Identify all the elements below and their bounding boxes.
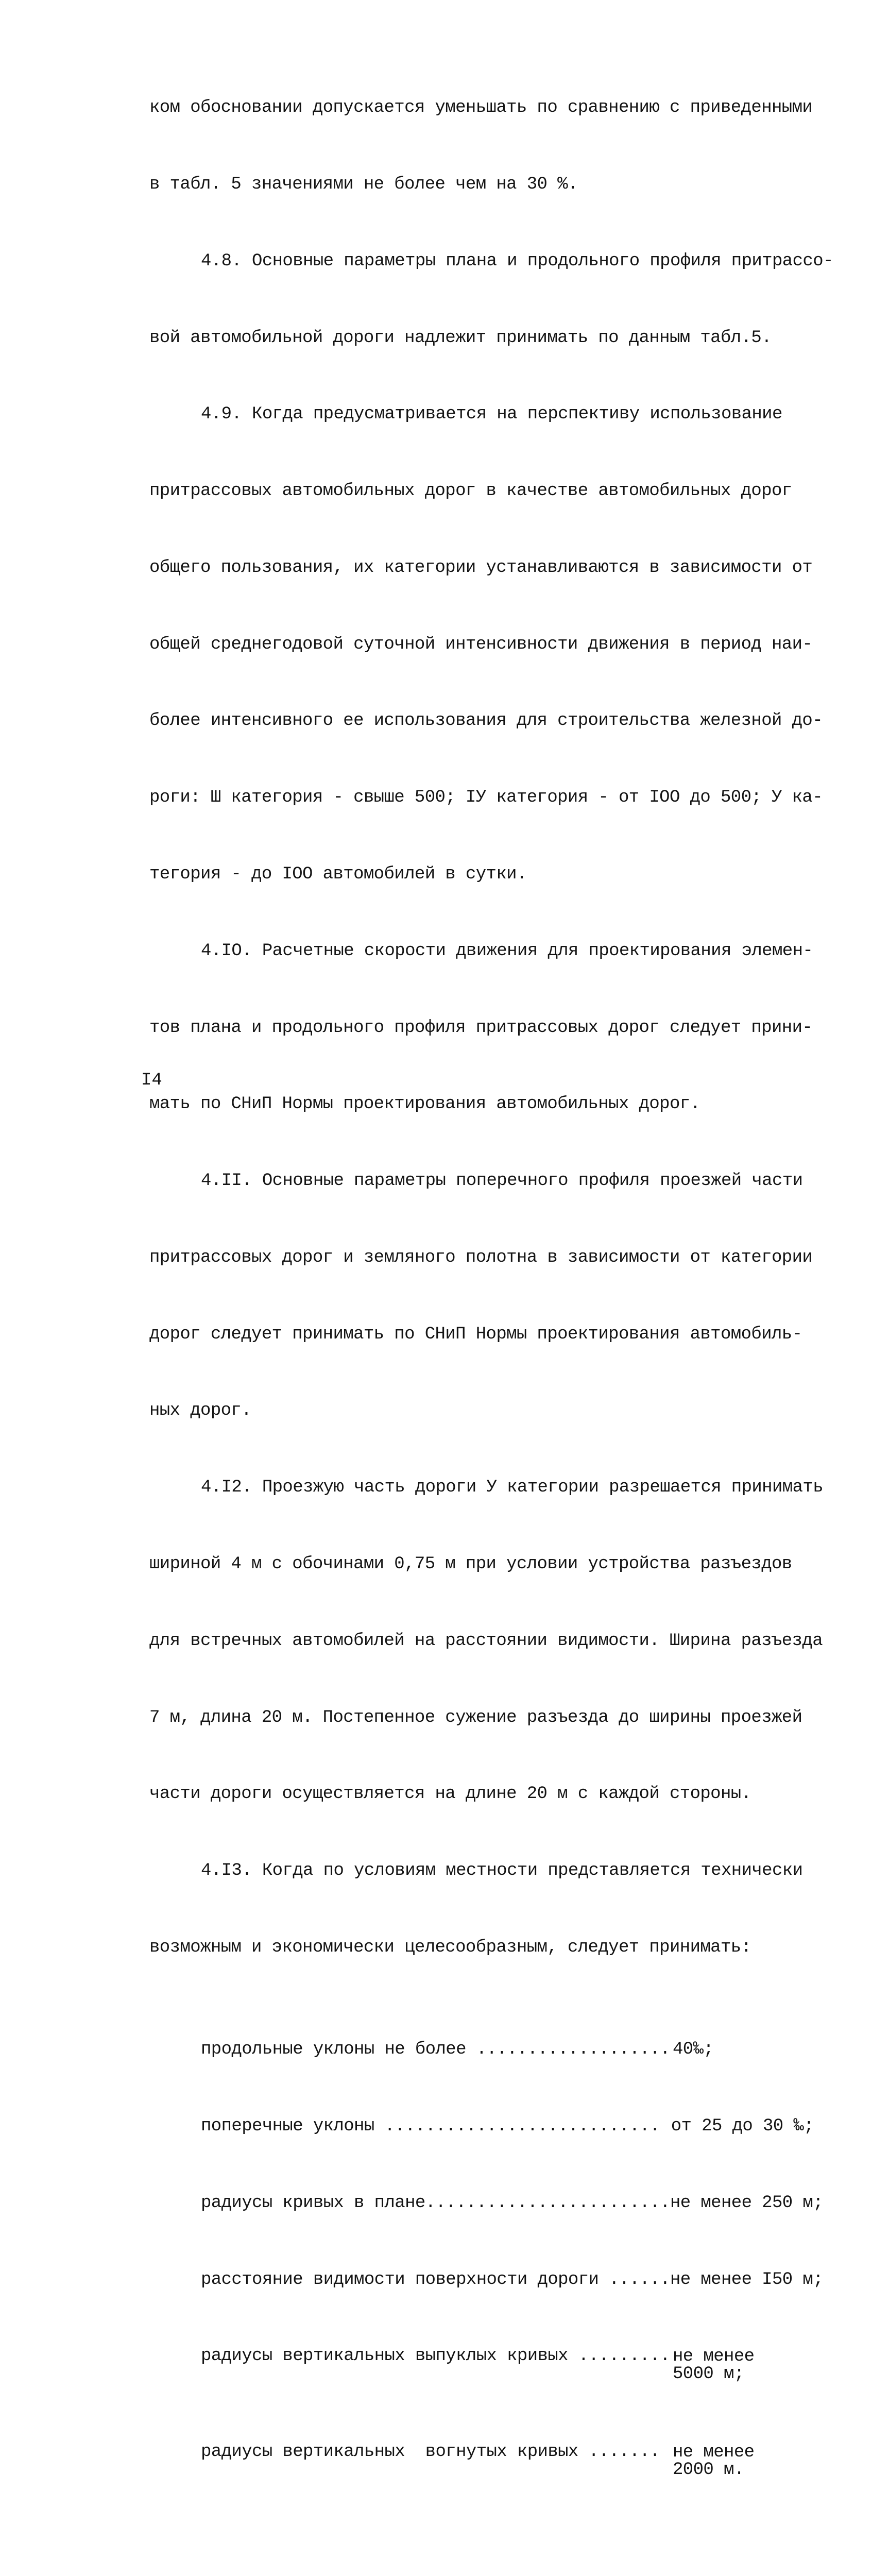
list-item-label: радиусы вертикальных выпуклых кривых ......... (201, 2346, 670, 2366)
text-line: роги: Ш категория - свыше 500; IУ категория - от IОО до 500; У ка- (149, 788, 823, 808)
list-item-value-line: 2000 м. (673, 2460, 744, 2480)
text-line: возможным и экономически целесообразным, следует принимать: (149, 1937, 751, 1957)
text-line: тегория - до IОО автомобилей в сутки. (149, 865, 527, 884)
list-item-value: не менее I50 м; (670, 2269, 824, 2290)
text-line: части дороги осуществляется на длине 20 м с каждой стороны. (149, 1784, 751, 1804)
list-item-label: радиусы вертикальных вогнутых кривых ....... (201, 2442, 660, 2462)
list-item (149, 2114, 814, 2140)
list-item-value: 40‰; (673, 2040, 714, 2060)
text-line: общей среднегодовой суточной интенсивности движения в период наи- (149, 634, 813, 654)
text-line: тов плана и продольного профиля притрассовых дорог следует прини- (149, 1018, 813, 1038)
list-item-value: от 25 до 30 ‰; (671, 2116, 814, 2137)
text-line: общего пользования, их категории устанавливаются в зависимости от (149, 557, 813, 578)
page-number: I4 (141, 1071, 162, 1090)
list-item (149, 2344, 814, 2388)
list-item (149, 2037, 814, 2063)
text-line: более интенсивного ее использования для строительства железной до- (149, 711, 823, 731)
text-line: мать по СНиП Нормы проектирования автомобильных дорог. (149, 1094, 700, 1114)
spacer (149, 2560, 814, 2567)
list-item-value-line: 5000 м; (673, 2364, 744, 2384)
text-line: в табл. 5 значениями не более чем на 30 %. (149, 174, 578, 194)
list-item-label: расстояние видимости поверхности дороги ...... (201, 2269, 670, 2290)
list-item-value (673, 2344, 754, 2388)
list-item-value-line: не менее (673, 2347, 755, 2367)
document-body (149, 44, 833, 2576)
list-item-label: радиусы кривых в плане........................ (201, 2193, 670, 2213)
paragraph-4-13-start: 4.I3. Когда по условиям местности представляется технически (201, 1861, 803, 1881)
list-item (149, 2191, 824, 2216)
text-line: ных дорог. (149, 1401, 252, 1421)
list-item-label: поперечные уклоны ........................... (201, 2116, 660, 2137)
text-line: 7 м, длина 20 м. Постепенное сужение разъезда до ширины проезжей (149, 1707, 802, 1727)
list-item (149, 2439, 814, 2484)
list-item (149, 2267, 824, 2293)
paragraph-4-9-start: 4.9. Когда предусматривается на перспективу использование (201, 404, 782, 425)
text-line: дорог следует принимать по СНиП Нормы проектирования автомобиль- (149, 1324, 802, 1344)
text-line: ком обосновании допускается уменьшать по сравнению с приведенными (149, 98, 813, 118)
text-line: вой автомобильной дороги надлежит принимать по данным табл.5. (149, 328, 772, 348)
text-line: притрассовых дорог и земляного полотна в зависимости от категории (149, 1247, 813, 1267)
text-line: притрассовых автомобильных дорог в качестве автомобильных дорог (149, 481, 792, 501)
text-line: шириной 4 м с обочинами 0,75 м при условии устройства разъездов (149, 1554, 792, 1574)
paragraph-4-10-start: 4.IО. Расчетные скорости движения для проектирования элемен- (201, 941, 813, 961)
list-item-value (673, 2439, 754, 2484)
list-item-value-line: не менее (673, 2442, 755, 2462)
list-item-value: не менее 250 м; (670, 2193, 824, 2213)
text-line: для встречных автомобилей на расстоянии видимости. Ширина разъезда (149, 1631, 823, 1651)
paragraph-4-12-start: 4.I2. Проезжую часть дороги У категории разрешается принимать (201, 1478, 824, 1498)
paragraph-4-11-start: 4.II. Основные параметры поперечного профиля проезжей части (201, 1171, 803, 1191)
paragraph-4-8-start: 4.8. Основные параметры плана и продольного профиля притрассо- (201, 251, 833, 271)
list-item-label: продольные уклоны не более ................... (201, 2040, 670, 2060)
